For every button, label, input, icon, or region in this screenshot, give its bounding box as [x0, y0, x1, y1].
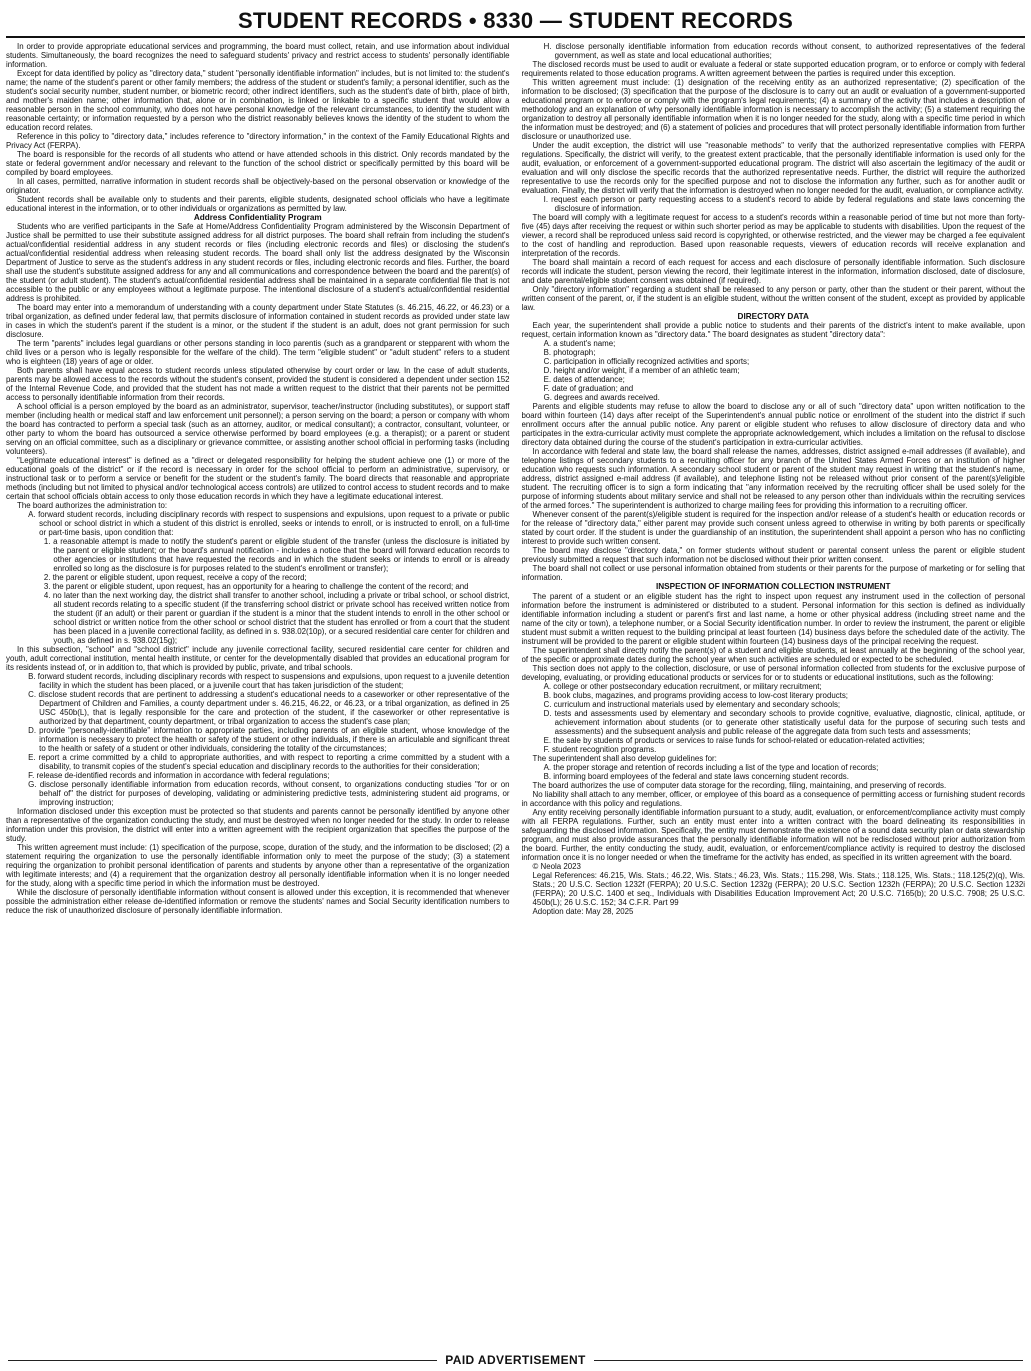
list-item: D. provide "personally-identifiable" information to appropriate parties, including parents of an eligible student, whose knowledge of the information is necessary to protect the health or safety of the student or other individuals, if there is an articulable and significant threat to the health or safety of a student or other individuals, considering the totality of the circumstances;: [28, 726, 510, 754]
list-item: C. participation in officially recognized activities and sports;: [543, 357, 750, 367]
authorization-list-end: [522, 42, 1026, 60]
footer-label: PAID ADVERTISEMENT: [445, 1353, 586, 1367]
list-item: G. disclose personally identifiable information from education records, without consent, to organizations conducting studies "for or on behalf of" the district for purposes of developing, validating or administering predictive tests, administering student aid programs, or improving instruction;: [28, 780, 510, 808]
page-title: STUDENT RECORDS • 8330 — STUDENT RECORDS: [6, 6, 1025, 38]
paragraph: In all cases, permitted, narrative information in student records shall be objectively-based on the personal observation or knowledge of the originator.: [6, 177, 510, 195]
paragraph: The board will comply with a legitimate request for access to a student's records within a reasonable period of time but not more than forty-five (45) days after receiving the request or within such shorter period as may be applicable to students with disabilities. Upon the request of the viewer, a record shall be reproduced unless said record is copyrighted, or otherwise restricted, and the viewer may be charged a fee equivalent to the cost of handling and reproduction. Based upon reasonable requests, viewers of education records will receive explanation and interpretation of the records.: [521, 213, 1025, 258]
list-item: B. photograph;: [543, 348, 596, 358]
paragraph: The board may disclose "directory data," on former students without student or parental consent unless the parent or eligible student previously submitted a request that such information not be disclosed without their prior written consent.: [521, 546, 1025, 565]
exemption-list: [522, 682, 1026, 754]
paragraph: This section does not apply to the collection, disclosure, or use of personal information collected from students for the exclusive purpose of developing, evaluating, or providing educational products or services for or to students or educational institutions, such as the following:: [521, 663, 1025, 682]
adoption-date: Adoption date: May 28, 2025: [532, 906, 634, 916]
list-item: B. informing board employees of the federal and state laws concerning student records.: [543, 771, 849, 781]
list-item: F. release de-identified records and information in accordance with federal regulations;: [28, 771, 330, 781]
list-item: A. the proper storage and retention of records including a list of the type and location of records;: [543, 762, 879, 772]
directory-data-list: [522, 339, 1026, 402]
legal-references: Legal References: 46.215, Wis. Stats.; 46.22, Wis. Stats.; 46.23, Wis. Stats.; 115.298, Wis. Stats.; 118.125, Wis. Stats.; 118.125(2)(q), Wis. Stats.; 20 U.S.C. Section 1232f (FERPA); 20 U.S.C. Section 1232g (FERPA); 20 U.S.C. Section 1232h (FERPA); 20 U.S.C. Section 1232i (FERPA); 20 U.S.C. 1400 et seq., Individuals with Disabilities Education Improvement Act; 20 U.S.C. 7165(b); 20 U.S.C. 7908; 25 U.S.C. 450b(L); 26 U.S.C. 152; 34 C.F.R. Part 99: [532, 870, 1025, 907]
paragraph: Both parents shall have equal access to student records unless stipulated otherwise by court order or law. In the case of adult students, parents may be allowed access to the records without the student's consent, provided the student is considered a dependent under section 152 of the Internal Revenue Code, and provided that the student has not made a written request to the district that their parents not be permitted access to personally identifiable information from their records.: [6, 366, 510, 403]
paragraph: The term "parents" includes legal guardians or other persons standing in loco parentis (such as a grandparent or stepparent with whom the child lives or a person who is legally responsible for the welfare of the child). The term "eligible student" or "adult student" refers to a student who is eighteen (18) years of age or older.: [6, 339, 510, 367]
right-column: [522, 42, 1026, 1350]
list-item: E. report a crime committed by a child to appropriate authorities, and with respect to reporting a crime committed by a student with a disability, to transmit copies of the student's special education and disciplinary records to the authorities for their consideration;: [28, 753, 510, 772]
paragraph: The disclosed records must be used to audit or evaluate a federal or state supported education program, or to enforce or comply with federal requirements related to those education programs. A written agreement between the parties is required under this exception.: [521, 60, 1025, 78]
section-heading: Address Confidentiality Program: [193, 213, 322, 222]
section-heading: INSPECTION OF INFORMATION COLLECTION INSTRUMENT: [655, 582, 891, 592]
paragraph: The superintendent shall directly notify the parent(s) of a student and eligible students, at least annually at the beginning of the school year, of the specific or approximate dates during the school year when such activities are scheduled or expected to be scheduled.: [521, 645, 1025, 664]
list-item: D. tests and assessments used by elementary and secondary schools to provide cognitive, evaluative, diagnostic, clinical, aptitude, or achievement information about students (or to generate other statistically useful data for the purpose of securing such tests and assessments) and the subsequent analysis and public release of the aggregate data from such tests and assessments;: [543, 708, 1025, 736]
paragraph: Only "directory information" regarding a student shall be released to any person or party, other than the student or their parent, without the written consent of the parent, or, if the student is an eligible student, without the written consent of the student, except as provided by applicable law.: [521, 285, 1025, 312]
paragraph: The board authorizes the use of computer data storage for the recording, filing, maintaining, and preserving of records.: [532, 780, 947, 790]
paragraph: Except for data identified by policy as "directory data," student "personally identifiable information" includes, but is not limited to: the student's name; the name of the student's parent or other family members; the address of the student or student's family; a personal identifier, such as the student's social security number, student number, or biometric record; other indirect identifiers, such as the student's date of birth, place of birth, and mother's maiden name; other information that, alone or in combination, is linked or linkable to a specific student that would allow a reasonable person in the school community, who does not have personal knowledge of the relevant circumstances, to identify the student with reasonable certainty; or information requested by a person who the district reasonably believes knows the identity of the student to whom the education record relates.: [6, 69, 510, 132]
copyright: © Neola 2023: [532, 861, 581, 871]
list-item: A. a student's name;: [543, 339, 616, 349]
request-list: [522, 195, 1026, 213]
list-item: I. request each person or party requesting access to a student's record to abide by federal regulations and state laws concerning the disclosure of information.: [543, 195, 1025, 213]
paragraph: In accordance with federal and state law, the board shall release the names, addresses, district assigned e-mail addresses (if available), and telephone listings of secondary students to a recruiting officer for any branch of the United States Armed Forces or an institution of higher education who requests such information. A secondary school student or parent of the student may request in writing that the student's name, address, district assigned e-mail address (if available), and telephone listing not be released without prior consent of the parent(s)/eligible student. The recruiting officer is to sign a form indicating that "any information received by the recruiting officer shall be used solely for the purpose of informing students about military service and shall not be released to any person other than individuals within the recruiting services of the armed forces." The superintendent is authorized to charge mailing fees for providing this information to a recruiting officer.: [521, 447, 1025, 511]
list-item: E. dates of attendance;: [543, 375, 625, 385]
list-item: E. the sale by students of products or services to raise funds for school-related or education-related activities;: [543, 735, 925, 745]
list-item: G. degrees and awards received.: [543, 393, 660, 403]
list-item: H. disclose personally identifiable information from education records without consent, to authorized representatives of the federal government, as well as state and local educational authorities;: [543, 42, 1025, 60]
paragraph: While the disclosure of personally identifiable information without consent is allowed under this exception, it is recommended that whenever possible the administration either release de-identified information or remove the students' names and Social Security identification numbers to reduce the risk of unauthorized disclosure of personally identifiable information.: [6, 888, 510, 916]
authorization-list: [6, 510, 510, 645]
paragraph: "Legitimate educational interest" is defined as a "direct or delegated responsibility for helping the student achieve one (1) or more of the educational goals of the district" or if the record is necessary in order for the school official to perform an administrative, supervisory, or instructional task or to perform a service or benefit for the student or the student's family. The board directs that reasonable and appropriate methods (including but not limited to physical and/or technological access controls) are utilized to control access to student records and to make certain that school officials obtain access to only those education records in which they have a legitimate educational interest.: [6, 456, 510, 502]
paragraph: The board shall maintain a record of each request for access and each disclosure of personally identifiable information. Such disclosure records will indicate the student, person viewing the record, their legitimate interest in the information, information disclosed, date of disclosure, and date parental/eligible student consent was obtained (if required).: [521, 258, 1025, 285]
left-column: [6, 42, 510, 1350]
paragraph: Student records shall be available only to students and their parents, eligible students, designated school officials who have a legitimate educational interest in the information, or to other individuals or organizations as permitted by law.: [6, 195, 510, 213]
authorization-list-continued: [6, 672, 510, 807]
guidelines-list: [522, 763, 1026, 781]
section-heading: DIRECTORY DATA: [737, 312, 809, 321]
paragraph: The board may enter into a memorandum of understanding with a county department under State Statutes (s. 46.215, 46.22, or 46.23) or a tribal organization, as defined under federal law, that permits disclosure of information contained in student records as provided under state law in cases in which the student's parent if the student is a minor, or the student if the student is an adult, does not grant permission for such disclosure.: [6, 303, 510, 340]
paragraph: This written agreement must include: (1) designation of the receiving entity as an authorized representative; (2) specification of the information to be disclosed; (3) specification that the purpose of the disclosure is to carry out an audit or evaluation of a government-supported educational program or to enforce or comply with the program's legal requirements; (4) a summary of the activity that includes a description of methodology and an explanation of why personally identifiable information is necessary to accomplish the activity; (5) a statement requiring the organization to destroy all personally identifiable information when it is no longer needed for the study, along with a specific time period in which the information must be destroyed; and (6) a statement of policies and procedures that will protect personally identifiable information from further disclosure or unauthorized use.: [521, 78, 1025, 141]
paragraph: Students who are verified participants in the Safe at Home/Address Confidentiality Program administered by the Wisconsin Department of Justice shall be permitted to use their substitute assigned address for all district purposes. The board shall refrain from including the student's actual/confidential residential address in any student records or files (including electronic records and files) or disclosing the student's actual/confidential residential address when releasing student records. The board shall only list the address designated by the Wisconsin Department of Justice to serve as the student's address in any student records or files, including electronic records and files. Further, the board shall use the student's substitute assigned address for any and all communications and correspondence between the board and the parent(s) of the student (or adult student). The student's actual/confidential residential address shall be maintained in a separate confidential file that is not accessible to the public or any employees without a legitimate purpose. The intentional disclosure of a student's actual/confidential residential address is prohibited.: [6, 222, 510, 304]
paragraph: The board authorizes the administration to:: [17, 501, 168, 511]
paragraph: Each year, the superintendent shall provide a public notice to students and their parents of the district's intent to make available, upon request, certain information known as "directory data." The board designates as student "directory data":: [521, 321, 1025, 340]
list-item: B. book clubs, magazines, and programs providing access to low-cost literary products;: [543, 690, 848, 700]
list-item: 1. a reasonable attempt is made to notify the student's parent or eligible student of the transfer (unless the disclosure is initiated by the parent or eligible student; or the board's annual notification - includes a notice that the board will forward education records to other agencies or institutions that have requested the records and in which the student seeks or intends to enroll or is already enrolled so long as the disclosure is for purposes related to the student's enrollment or transfer);: [43, 537, 510, 574]
list-item: C. disclose student records that are pertinent to addressing a student's educational needs to a caseworker or other representative of the Department of Children and Families, a county department under s. 46.215, 46.22, or 46.23, or a tribal organization, as defined in 25 USC 450b(L), that is legally responsible for the care and protection of the student, if the caseworker or other representative is authorized by that department, county department, or tribal organization to access the student's case plan;: [28, 690, 510, 727]
list-item: A. college or other postsecondary education recruitment, or military recruitment;: [543, 681, 822, 691]
list-item: 3. the parent or eligible student, upon request, has an opportunity for a hearing to challenge the content of the record; and: [43, 582, 469, 592]
paragraph: The parent of a student or an eligible student has the right to inspect upon request any instrument used in the collection of personal information before the instrument is administered or distributed to a student. Personal information for this section is defined as individually identifiable information including a student or parent's first and last name, a home or other physical address (including street name and the name of the city or town), a telephone number, or a Social Security identification number. In order to review the instrument, the parent or eligible student must submit a written request to the building principal at least fourteen (14) business days before the scheduled date of the activity. The instrument will be provided to the parent or eligible student within fourteen (14) business days of the principal receiving the request.: [521, 591, 1025, 646]
paragraph: The board is responsible for the records of all students who attend or have attended schools in this district. Only records mandated by the state or federal government and/or necessary and relevant to the function of the school district or specifically permitted by this board will be compiled by board employees.: [6, 150, 510, 177]
paragraph: Reference in this policy to "directory data," includes reference to "directory information," in the context of the Family Educational Rights and Privacy Act (FERPA).: [6, 132, 510, 150]
paragraph: The board shall not collect or use personal information obtained from students or their parents for the purpose of marketing or for selling that information.: [521, 564, 1025, 583]
paragraph: Any entity receiving personally identifiable information pursuant to a study, audit, evaluation, or enforcement/compliance activity must comply with all FERPA regulations. Further, such an entity must enter into a written contract with the board delineating its responsibilities in safeguarding the disclosed information. Specifically, the entity must demonstrate the existence of a sound data security plan or data stewardship program, and must also provide assurances that the personally identifiable information will not be redisclosed without prior authorization from the board. Further, the entity conducting the study, audit, evaluation, or enforcement/compliance activity is required to destroy the disclosed information once it is no longer needed or when the timeframe for the activity has ended, as specified in its written agreement with the board.: [521, 807, 1025, 862]
paragraph: This written agreement must include: (1) specification of the purpose, scope, duration of the study, and the information to be disclosed; (2) a statement requiring the organization to use the personally identifiable information only to meet the purpose of the study; (3) a statement requiring the organization to prohibit personal identification of parents and students by anyone other than a representative of the organization with legitimate interests; and (4) a requirement that the organization destroy all personally identifiable information when it is no longer needed for the study, along with a specific time period in which the information must be destroyed.: [6, 843, 510, 889]
paragraph: No liability shall attach to any member, officer, or employee of this board as a consequence of permitting access or furnishing student records in accordance with this policy and regulations.: [521, 789, 1025, 808]
list-item: B. forward student records, including disciplinary records with respect to suspensions and expulsions, upon request to a juvenile detention facility in which the student has been placed, or a juvenile court that has taken jurisdiction of the student;: [28, 672, 510, 691]
paragraph: Under the audit exception, the district will use "reasonable methods" to verify that the authorized representative complies with FERPA regulations. Specifically, the district will verify, to the greatest extent practicable, that the personally identifiable information is used only for the audit, evaluation, or enforcement of a government-supported educational program. The district will also ascertain the legitimacy of the audit or evaluation and will only disclose the specific records that the authorized representative needs. Further, the district will require the authorized representative to use the records only for the specified purpose and not to disclose the information any further, such as for another audit or evaluation. Finally, the district will verify that the information is destroyed when no longer needed for the audit, evaluation, or compliance activity.: [521, 141, 1025, 195]
list-item: F. student recognition programs.: [543, 744, 657, 754]
paragraph: Whenever consent of the parent(s)/eligible student is required for the inspection and/or release of a student's health or education records or for the release of "directory data," either parent may provide such consent unless agreed to otherwise in writing by both parents or specifically stated by court order. If the student is under the guardianship of an institution, the superintendent shall appoint a person who has no conflicting interest to provide such written consent.: [521, 510, 1025, 547]
paragraph: The superintendent shall also develop guidelines for:: [532, 753, 717, 763]
list-item: F. date of graduation; and: [543, 384, 634, 394]
list-item: A. forward student records, including disciplinary records with respect to suspensions and expulsions, upon request to a private or public school or school district in which a student of this district is enrolled, seeks or intends to enroll, or is instructed to enroll, on a full-time or part-time basis, upon condition that:: [28, 510, 510, 538]
paragraph: Parents and eligible students may refuse to allow the board to disclose any or all of such "directory data" upon written notification to the board within fourteen (14) days after receipt of the Superintendent's annual public notice or enrollment of the student into the district if such enrollment occurs after the annual public notice. Any parent or eligible student who refuses to allow disclosure of directory data and who participates in the extra-curricular activity must complete the appropriate acknowledgement, which includes a limitation on the refusal to disclose directory data obtained during the course of the student's participation in extra-curricular activities.: [521, 402, 1025, 448]
paragraph: Information disclosed under this exception must be protected so that students and parents cannot be personally identified by anyone other than a representative of the organization conducting the study, and must be destroyed when no longer needed for the study. In order to release information under this provision, the district will enter into a written agreement with the recipient organization that specifies the purpose of the study.: [6, 807, 510, 844]
paid-advertisement-footer: [0, 1349, 1031, 1371]
list-item: 2. the parent or eligible student, upon request, receive a copy of the record;: [43, 573, 307, 583]
list-item: C. curriculum and instructional materials used by elementary and secondary schools;: [543, 699, 841, 709]
list-item: 4. no later than the next working day, the district shall transfer to another school, including a private or tribal school, or school district, all student records relating to a specific student (if the transferring school district or private school has received written notice from the student (if an adult) or their parent or guardian if the student is a minor that the student intends to enroll in the other school or school district or written notice from the other school or school district that the student has enrolled or from a court that the student has been placed in a juvenile correctional facility, as defined in s. 938.02(10p), or a secured residential care center for children and youth, as defined in s. 938.02(15g);: [43, 591, 510, 646]
paragraph: In this subsection, "school" and "school district" include any juvenile correctional facility, secured residential care center for children and youth, adult correctional institution, mental health institute, or center for the developmentally disabled that provides an educational program for its residents instead of, or in addition to, that which is provided by public, private, and tribal schools.: [6, 645, 510, 673]
list-item: D. height and/or weight, if a member of an athletic team;: [543, 366, 740, 376]
policy-body: [6, 42, 1025, 1350]
paragraph: In order to provide appropriate educational services and programming, the board must collect, retain, and use information about individual students. Simultaneously, the board recognizes the need to safeguard students' privacy and restrict access to students' personally identifiable information.: [6, 42, 510, 69]
paragraph: A school official is a person employed by the board as an administrator, supervisor, teacher/instructor (including substitutes), or support staff member (including health or medical staff and law enforcement unit personnel); a person serving on the board; a person or company with whom the board has contracted to perform a special task (such as an attorney, auditor, or medical consultant); a contractor, consultant, volunteer, or other party to whom the board has outsourced a service otherwise performed by board employees (e.g. a therapist); or a parent or student serving on an official committee, such as a disciplinary or grievance committee, or assisting another school official in performing tasks (including volunteers).: [6, 402, 510, 457]
